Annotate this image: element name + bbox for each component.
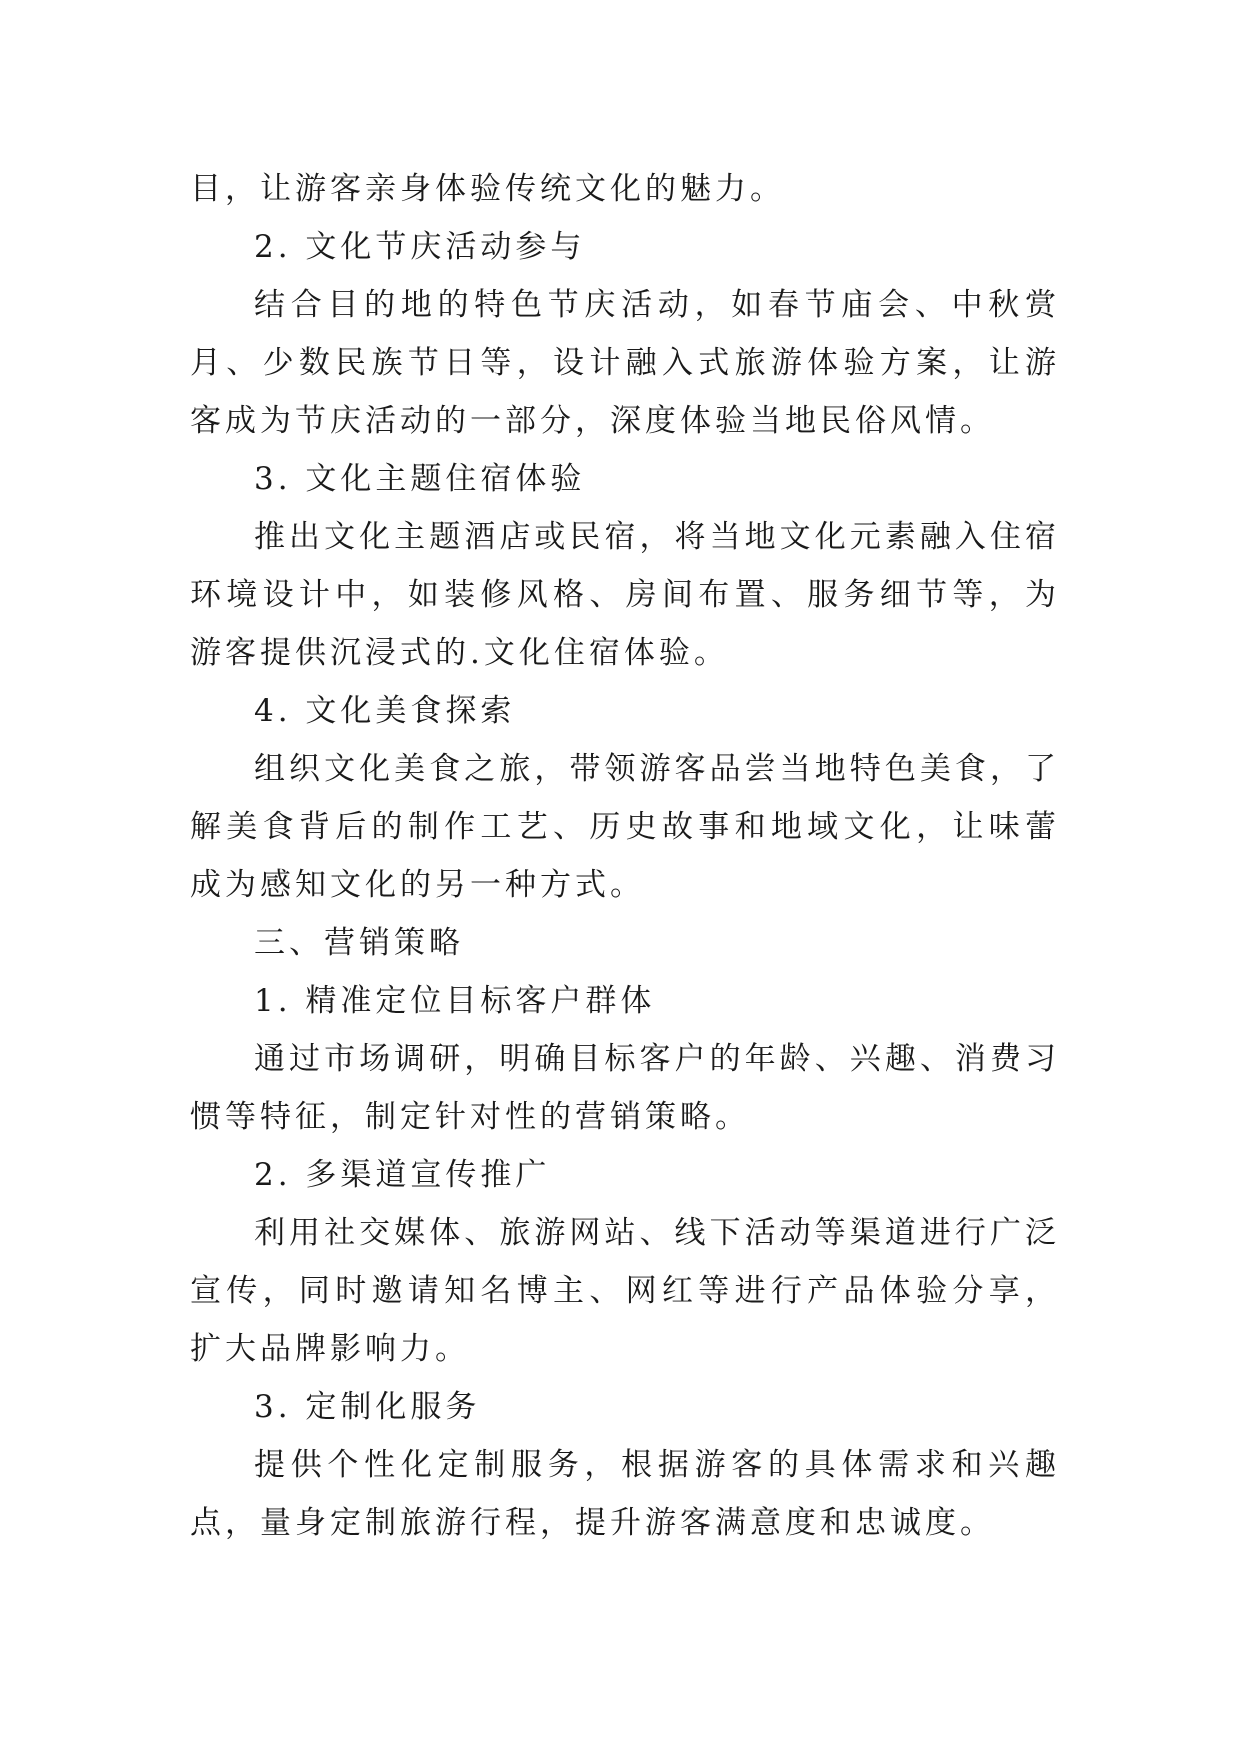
section-heading-food-exploration: 4. 文化美食探索 [254, 693, 516, 729]
section-heading-target-customers: 1. 精准定位目标客户群体 [254, 983, 656, 1019]
section-heading-themed-lodging: 3. 文化主题住宿体验 [254, 461, 586, 497]
body-paragraph-customized-service: 提供个性化定制服务，根据游客的具体需求和兴趣点，量身定制旅游行程，提升游客满意度和忠诚度。 [190, 1447, 1060, 1541]
section-heading-multichannel-promotion: 2. 多渠道宣传推广 [254, 1157, 551, 1193]
body-paragraph-target-customers: 通过市场调研，明确目标客户的年龄、兴趣、消费习惯等特征，制定针对性的营销策略。 [190, 1041, 1060, 1135]
body-paragraph-food: 组织文化美食之旅，带领游客品尝当地特色美食，了解美食背后的制作工艺、历史故事和地域文化，让味蕾成为感知文化的另一种方式。 [190, 751, 1060, 903]
section-heading-cultural-festivals: 2. 文化节庆活动参与 [254, 229, 586, 265]
body-paragraph-lodging: 推出文化主题酒店或民宿，将当地文化元素融入住宿环境设计中，如装修风格、房间布置、服务细节等，为游客提供沉浸式的.文化住宿体验。 [190, 519, 1060, 671]
body-paragraph-festivals: 结合目的地的特色节庆活动，如春节庙会、中秋赏月、少数民族节日等，设计融入式旅游体验方案，让游客成为节庆活动的一部分，深度体验当地民俗风情。 [190, 287, 1060, 439]
body-paragraph-promotion: 利用社交媒体、旅游网站、线下活动等渠道进行广泛宣传，同时邀请知名博主、网红等进行产品体验分享，扩大品牌影响力。 [190, 1215, 1060, 1367]
section-heading-customized-service: 3. 定制化服务 [254, 1389, 481, 1425]
body-paragraph-continued: 目，让游客亲身体验传统文化的魅力。 [190, 171, 785, 207]
chapter-heading-marketing-strategy: 三、营销策略 [254, 925, 464, 961]
document-body [190, 160, 1060, 1552]
